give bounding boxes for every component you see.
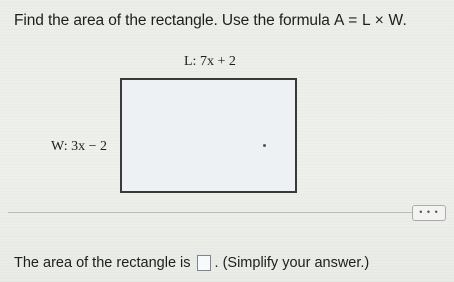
question-text: Find the area of the rectangle. Use the formula bbox=[14, 12, 335, 29]
section-divider bbox=[8, 212, 428, 213]
answer-suffix: . (Simplify your answer.) bbox=[214, 255, 370, 271]
length-label: L: 7x + 2 bbox=[184, 54, 236, 69]
question-prompt bbox=[14, 12, 407, 30]
width-label: W: 3x − 2 bbox=[51, 139, 107, 154]
area-formula: A = L × W. bbox=[334, 12, 407, 29]
figure-dot bbox=[263, 144, 266, 147]
answer-row bbox=[14, 255, 369, 271]
answer-prefix: The area of the rectangle is bbox=[14, 255, 191, 271]
rectangle-figure bbox=[120, 78, 297, 193]
more-options-button[interactable]: • • • bbox=[412, 205, 446, 221]
answer-input[interactable] bbox=[197, 255, 211, 271]
